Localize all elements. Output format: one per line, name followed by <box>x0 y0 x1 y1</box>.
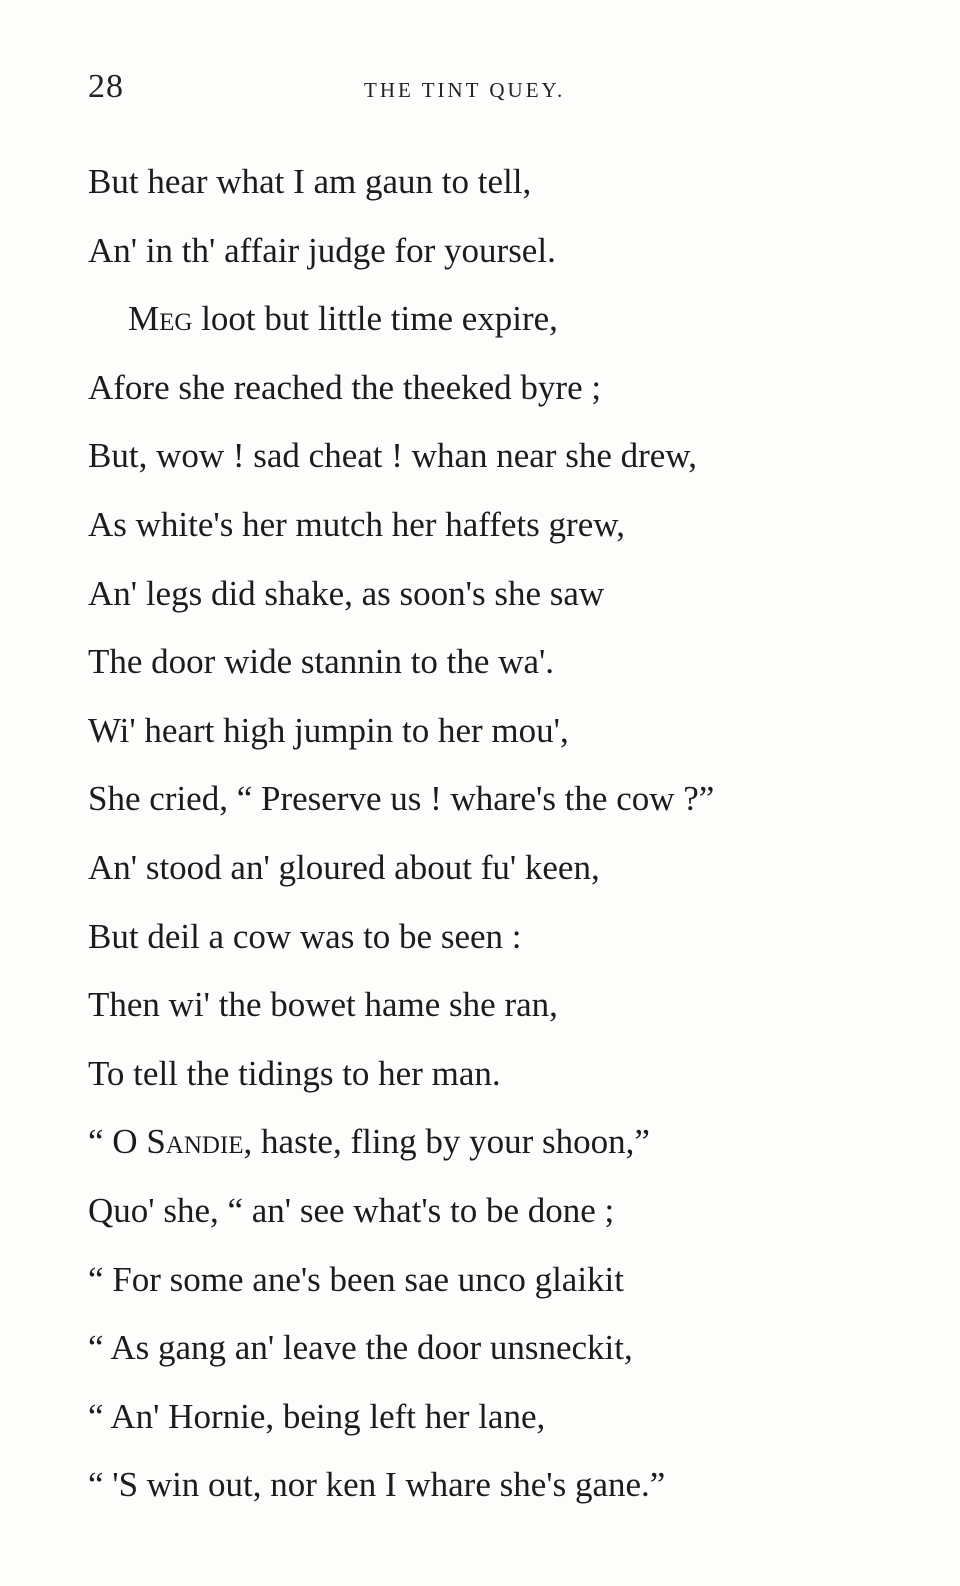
verse-line-5: But, wow ! sad cheat ! whan near she drew, <box>88 436 698 476</box>
verse-line-3-text: loot but little time expire, <box>192 299 558 339</box>
character-name-sandie: Sandie <box>146 1122 244 1162</box>
verse-line-11: An' stood an' gloured about fu' keen, <box>88 847 600 887</box>
verse-line-17: “ For some ane's been sae unco glaikit <box>88 1259 625 1299</box>
verse-line-15-prefix: “ O <box>88 1122 147 1162</box>
verse-line-18: “ As gang an' leave the door unsneckit, <box>88 1328 633 1368</box>
verse-line-4: Afore she reached the theeked byre ; <box>88 367 602 407</box>
verse-line-14: To tell the tidings to her man. <box>88 1053 501 1093</box>
verse-line-6: As white's her mutch her haffets grew, <box>88 504 625 544</box>
verse-line-10: She cried, “ Preserve us ! whare's the cow ?” <box>88 779 715 819</box>
verse-line-7: An' legs did shake, as soon's she saw <box>88 573 605 613</box>
page-number: 28 <box>88 68 124 105</box>
verse-line-8: The door wide stannin to the wa'. <box>88 642 555 682</box>
verse-line-3 <box>88 285 888 354</box>
verse-line-20: “ 'S win out, nor ken I whare she's gane.” <box>88 1465 666 1505</box>
running-title: THE TINT QUEY. <box>364 78 566 102</box>
character-name-meg: Meg <box>128 299 193 339</box>
verse-line-19: “ An' Hornie, being left her lane, <box>88 1396 546 1436</box>
verse-line-15-text: , haste, fling by your shoon,” <box>243 1122 650 1162</box>
verse-line-15 <box>88 1108 888 1177</box>
verse-line-2: An' in th' affair judge for yoursel. <box>88 230 556 270</box>
verse-block <box>88 148 888 1520</box>
page-header <box>88 68 868 108</box>
verse-line-12: But deil a cow was to be seen : <box>88 916 522 956</box>
verse-line-1: But hear what I am gaun to tell, <box>88 162 532 201</box>
verse-line-16: Quo' she, “ an' see what's to be done ; <box>88 1190 615 1230</box>
verse-line-9: Wi' heart high jumpin to her mou', <box>88 710 569 750</box>
verse-line-13: Then wi' the bowet hame she ran, <box>88 985 558 1025</box>
